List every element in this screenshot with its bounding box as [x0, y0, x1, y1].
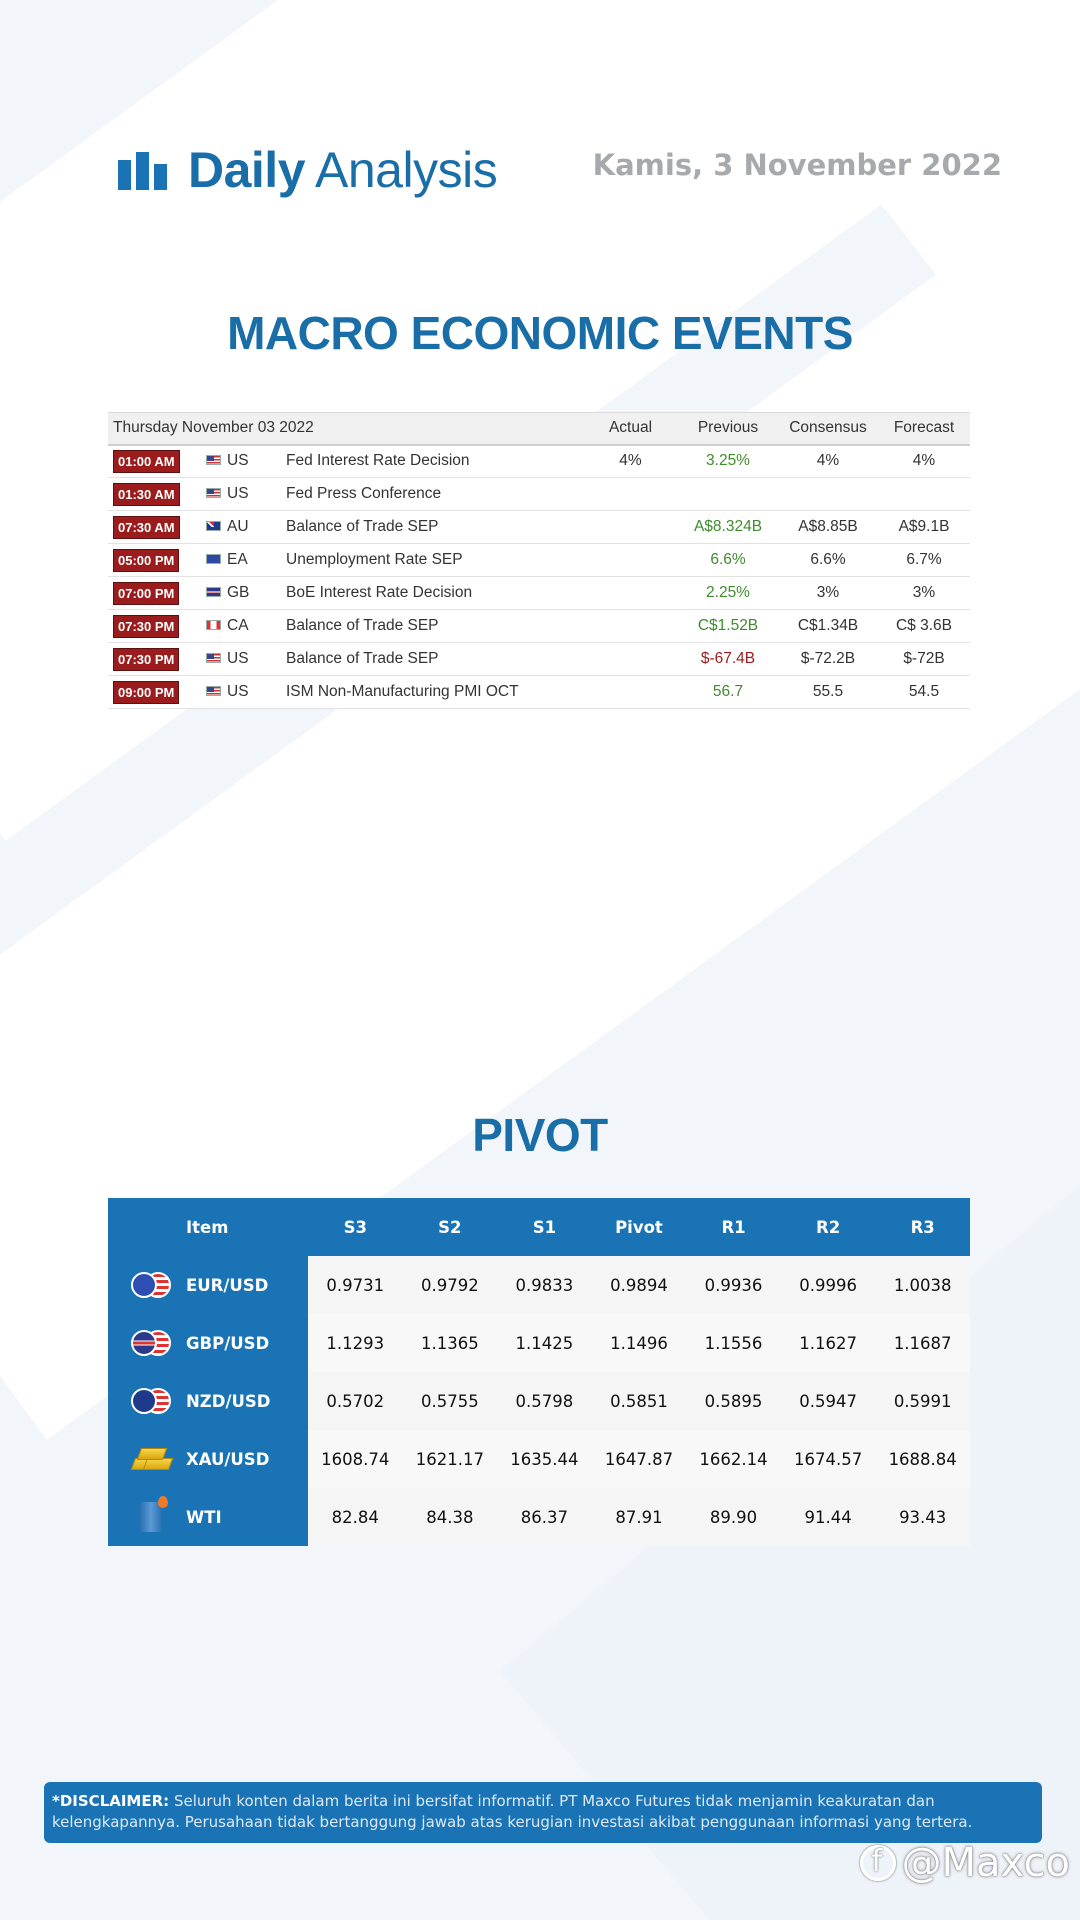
event-name: Fed Interest Rate Decision: [286, 452, 470, 470]
logo-text: [188, 141, 497, 199]
pivot-value-cell: 1647.87: [592, 1430, 687, 1488]
pivot-value-cell: 1662.14: [686, 1430, 781, 1488]
pivot-value-cell: 1688.84: [875, 1430, 970, 1488]
platform-logo-icon: [860, 1845, 896, 1881]
pivot-value-cell: 0.5798: [497, 1372, 592, 1430]
event-country-cell: [206, 478, 274, 511]
pivot-value-cell: 1608.74: [308, 1430, 403, 1488]
disclaimer-text: Seluruh konten dalam berita ini bersifat informatif. PT Maxco Futures tidak menjamin keakuratan dan kelengkapannya. Perusahaan tidak bertanggung jawab atas kerugian investasi akibat penggunaan informasi yang tertera.: [52, 1792, 973, 1831]
event-forecast: [878, 478, 970, 511]
pivot-value-cell: 0.9792: [403, 1256, 498, 1314]
event-country-cell: [206, 577, 274, 610]
pivot-item-cell: [108, 1372, 308, 1430]
forecast-header: Forecast: [893, 419, 955, 437]
pivot-row: [108, 1488, 970, 1546]
pivot-column-header: Pivot: [615, 1217, 663, 1237]
pivot-value-cell: 0.9936: [686, 1256, 781, 1314]
event-actual: [583, 610, 678, 643]
event-country-cell: [206, 676, 274, 709]
event-consensus: [778, 478, 878, 511]
nzd-usd-flags-icon: [130, 1386, 172, 1416]
event-consensus: $-72.2B: [800, 650, 856, 667]
event-actual: [583, 478, 678, 511]
event-previous: 2.25%: [706, 584, 750, 601]
event-time-badge: 05:00 PM: [113, 549, 179, 572]
event-forecast: A$9.1B: [898, 518, 950, 535]
event-time-badge: 07:30 PM: [113, 615, 179, 638]
pivot-item-label: XAU/USD: [186, 1449, 270, 1469]
event-forecast: 4%: [912, 452, 936, 470]
pivot-row: [108, 1256, 970, 1314]
event-country: AU: [227, 518, 249, 535]
event-time-cell: [108, 478, 206, 511]
event-name: Balance of Trade SEP: [286, 518, 439, 535]
event-country: EA: [227, 551, 248, 568]
event-country-cell: [206, 445, 274, 478]
logo-light: Analysis: [315, 142, 498, 198]
event-previous: $-67.4B: [700, 650, 756, 667]
pivot-value-cell: 87.91: [592, 1488, 687, 1546]
us-flag-icon: [206, 653, 221, 663]
macro-event-row: [108, 445, 970, 478]
pivot-value-cell: 1.0038: [875, 1256, 970, 1314]
event-time-badge: 01:30 AM: [113, 483, 180, 506]
pivot-value-cell: 86.37: [497, 1488, 592, 1546]
pivot-item-cell: [108, 1256, 308, 1314]
event-name: BoE Interest Rate Decision: [286, 584, 473, 601]
pivot-row: [108, 1430, 970, 1488]
pivot-value-cell: 84.38: [403, 1488, 498, 1546]
event-name: Balance of Trade SEP: [286, 650, 439, 667]
consensus-header: Consensus: [789, 419, 867, 437]
disclaimer-label: *DISCLAIMER:: [52, 1792, 170, 1810]
event-actual: [583, 511, 678, 544]
pivot-value-cell: 0.9833: [497, 1256, 592, 1314]
pivot-header-row: [108, 1198, 970, 1256]
pivot-value-cell: 0.5947: [781, 1372, 876, 1430]
event-time-badge: 09:00 PM: [113, 681, 179, 704]
us-flag-icon: [206, 455, 221, 465]
pivot-column-header: R2: [816, 1217, 841, 1237]
event-name: Unemployment Rate SEP: [286, 551, 463, 568]
event-consensus: 4%: [816, 452, 840, 470]
event-country: US: [227, 650, 249, 667]
pivot-item-label: WTI: [186, 1507, 222, 1527]
pivot-value-cell: 1621.17: [403, 1430, 498, 1488]
pivot-table: [108, 1198, 970, 1546]
event-name: Balance of Trade SEP: [286, 617, 439, 634]
pivot-item-label: NZD/USD: [186, 1391, 271, 1411]
pivot-column-header: S3: [343, 1217, 367, 1237]
us-flag-icon: [206, 686, 221, 696]
macro-date-header: Thursday November 03 2022: [113, 419, 314, 437]
event-previous: 6.6%: [710, 551, 746, 568]
event-country-cell: [206, 643, 274, 676]
pivot-column-header: R3: [910, 1217, 935, 1237]
macro-header-row: [108, 413, 970, 445]
pivot-value-cell: 0.5991: [875, 1372, 970, 1430]
gb-flag-icon: [206, 587, 221, 597]
pivot-value-cell: 1.1556: [686, 1314, 781, 1372]
macro-body: [108, 445, 970, 709]
pivot-column-header: S1: [532, 1217, 557, 1237]
macro-event-row: [108, 577, 970, 610]
event-previous: 3.25%: [706, 452, 750, 470]
event-time-badge: 07:00 PM: [113, 582, 179, 605]
bar-chart-icon: [118, 150, 170, 190]
event-forecast: $-72B: [903, 650, 945, 667]
disclaimer-box: [44, 1782, 1042, 1843]
event-country-cell: [206, 610, 274, 643]
pivot-value-cell: 1.1496: [592, 1314, 687, 1372]
pivot-title: PIVOT: [472, 1109, 608, 1161]
pivot-value-cell: 0.9996: [781, 1256, 876, 1314]
watermark-text: @Maxco: [901, 1840, 1070, 1886]
pivot-value-cell: 0.9894: [592, 1256, 687, 1314]
pivot-item-label: GBP/USD: [186, 1333, 270, 1353]
pivot-column-header: R1: [721, 1217, 746, 1237]
event-time-cell: [108, 577, 206, 610]
event-consensus: 55.5: [812, 683, 844, 700]
actual-header: Actual: [608, 419, 653, 437]
pivot-value-cell: 1.1293: [308, 1314, 403, 1372]
report-date: Kamis, 3 November 2022: [592, 148, 1002, 182]
macro-event-row: [108, 610, 970, 643]
pivot-value-cell: 1.1425: [497, 1314, 592, 1372]
event-actual: [583, 577, 678, 610]
pivot-value-cell: 0.5702: [308, 1372, 403, 1430]
pivot-column-header: Item: [186, 1217, 229, 1237]
pivot-value-cell: 1.1687: [875, 1314, 970, 1372]
event-consensus: C$1.34B: [797, 617, 859, 634]
eur-usd-flags-icon: [130, 1270, 172, 1300]
pivot-body: [108, 1256, 970, 1546]
ca-flag-icon: [206, 620, 221, 630]
event-actual: [583, 544, 678, 577]
event-forecast: 3%: [912, 584, 936, 601]
event-actual: [583, 676, 678, 709]
pivot-value-cell: 0.5895: [686, 1372, 781, 1430]
pivot-value-cell: 82.84: [308, 1488, 403, 1546]
pivot-value-cell: 89.90: [686, 1488, 781, 1546]
pivot-item-label: EUR/USD: [186, 1275, 269, 1295]
gbp-usd-flags-icon: [130, 1328, 172, 1358]
event-time-badge: 07:30 AM: [113, 516, 180, 539]
pivot-value-cell: 91.44: [781, 1488, 876, 1546]
macro-events-table: [108, 412, 970, 709]
event-country: GB: [227, 584, 250, 601]
event-time-cell: [108, 643, 206, 676]
ea-flag-icon: [206, 554, 221, 564]
macro-title: MACRO ECONOMIC EVENTS: [227, 307, 853, 359]
gold-bars-icon: [130, 1444, 172, 1474]
event-previous: A$8.324B: [693, 518, 763, 535]
macro-event-row: [108, 676, 970, 709]
watermark: [860, 1840, 1070, 1886]
event-country: CA: [227, 617, 249, 634]
event-forecast: 6.7%: [906, 551, 942, 568]
event-time-cell: [108, 610, 206, 643]
pivot-row: [108, 1372, 970, 1430]
logo-bold: Daily: [188, 142, 306, 198]
event-consensus: A$8.85B: [798, 518, 858, 535]
event-time-badge: 01:00 AM: [113, 450, 180, 473]
pivot-column-header: S2: [438, 1217, 462, 1237]
event-name: Fed Press Conference: [286, 485, 442, 502]
event-previous: C$1.52B: [697, 617, 759, 634]
us-flag-icon: [206, 488, 221, 498]
event-actual: [583, 643, 678, 676]
pivot-item-cell: [108, 1430, 308, 1488]
event-country-cell: [206, 511, 274, 544]
event-time-cell: [108, 676, 206, 709]
au-flag-icon: [206, 521, 221, 531]
previous-header: Previous: [697, 419, 759, 437]
event-country-cell: [206, 544, 274, 577]
pivot-value-cell: 1.1627: [781, 1314, 876, 1372]
pivot-value-cell: 1674.57: [781, 1430, 876, 1488]
pivot-value-cell: 93.43: [875, 1488, 970, 1546]
oil-barrel-icon: [130, 1502, 172, 1532]
pivot-value-cell: 0.9731: [308, 1256, 403, 1314]
event-time-cell: [108, 445, 206, 478]
pivot-value-cell: 1635.44: [497, 1430, 592, 1488]
pivot-item-cell: [108, 1488, 308, 1546]
pivot-item-cell: [108, 1314, 308, 1372]
pivot-value-cell: 0.5755: [403, 1372, 498, 1430]
event-consensus: 6.6%: [810, 551, 846, 568]
event-forecast: 54.5: [908, 683, 940, 700]
event-actual: 4%: [619, 452, 642, 470]
event-country: US: [227, 485, 249, 502]
event-time-cell: [108, 511, 206, 544]
pivot-row: [108, 1314, 970, 1372]
event-forecast: C$ 3.6B: [895, 617, 952, 634]
pivot-value-cell: 1.1365: [403, 1314, 498, 1372]
event-previous: [678, 478, 778, 511]
event-time-badge: 07:30 PM: [113, 648, 179, 671]
pivot-value-cell: 0.5851: [592, 1372, 687, 1430]
event-previous: 56.7: [712, 683, 744, 700]
event-consensus: 3%: [816, 584, 840, 601]
macro-event-row: [108, 643, 970, 676]
event-country: US: [227, 683, 249, 700]
macro-event-row: [108, 478, 970, 511]
event-name: ISM Non-Manufacturing PMI OCT: [286, 683, 519, 700]
macro-event-row: [108, 544, 970, 577]
daily-analysis-logo: [118, 140, 497, 200]
event-country: US: [227, 452, 249, 470]
event-time-cell: [108, 544, 206, 577]
macro-event-row: [108, 511, 970, 544]
